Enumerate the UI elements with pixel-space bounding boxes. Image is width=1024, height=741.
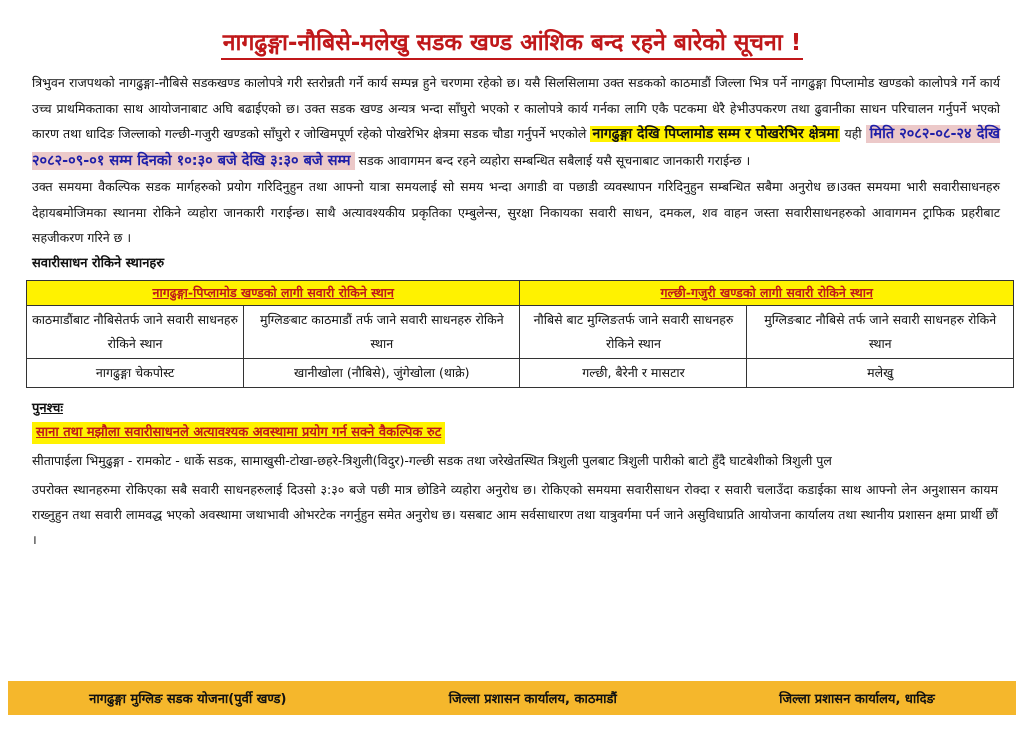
connector-text: यही [844,126,862,141]
footer-bar [8,681,1016,715]
footer-kathmandu-office: जिल्ला प्रशासन कार्यालय, काठमाडौं [448,692,617,707]
alt-route-heading: साना तथा मझौला सवारीसाधनले अत्यावश्यक अवस्थामा प्रयोग गर्न सक्ने वैकल्पिक रुट [32,422,445,444]
stops-heading: सवारीसाधन रोकिने स्थानहरु [32,255,165,271]
notice-title: नागढुङ्गा-नौबिसे-मलेखु सडक खण्ड आंशिक बन्द रहने बारेको सूचना ! [221,28,803,60]
footer-dhading-office: जिल्ला प्रशासन कार्यालय, धादिङ [779,692,935,707]
table-row [27,358,1014,387]
punash-label: पुनश्चः [32,400,64,416]
col-header: नौबिसे बाट मुग्लिङतर्फ जाने सवारी साधनहरु रोकिने स्थान [520,305,747,358]
col-header: मुग्लिङबाट नौबिसे तर्फ जाने सवारी साधनहरु रोकिने स्थान [747,305,1014,358]
route-text: सीतापाईला भिमुढुङ्गा - रामकोट - धार्के सडक, सामाखुसी-टोखा-छहरे-त्रिशुली(विदुर)-गल्छी सडक तथा जरेखेतस्थित त्रिशुली पुलबाट त्रिशुली पारीको बाटो हुँदै घाटबेशीको त्रिशुली पुल [32,452,832,468]
col-header: काठमाडौंबाट नौबिसेतर्फ जाने सवारी साधनहरु रोकिने स्थान [27,305,244,358]
table-cell: गल्छी, बैरेनी र मासटार [520,358,747,387]
table-cell: मलेखु [747,358,1014,387]
col-header: मुग्लिङबाट काठमाडौं तर्फ जाने सवारी साधनहरु रोकिने स्थान [244,305,520,358]
table-group-header-row [27,280,1014,305]
title-wrap [14,0,1010,70]
alternative-paragraph: उक्त समयमा वैकल्पिक सडक मार्गहरुको प्रयोग गरिदिनुहुन तथा आफ्नो यात्रा समयलाई सो समय भन्दा अगाडी वा पछाडी व्यवस्थापन गरिदिनुहुन सम्बन्धित सबैमा अनुरोध छ।उक्त समयमा भारी सवारीसाधनहरु देहायबमोजिमका स्थानमा रोकिने व्यहोरा जानकारी गराईन्छ। साथै अत्यावश्यकीय प्रकृतिका एम्बुलेन्स, सुरक्षा निकायका सवारी साधन, दमकल, शव वाहन जस्ता सवारीसाधनहरुको आवागमन ट्राफिक प्रहरीबाट सहजीकरण गरिने छ । [32,179,1000,245]
intro-tail: सडक आवागमन बन्द रहने व्यहोरा सम्बन्धित सबैलाई यसै सूचनाबाट जानकारी गराईन्छ । [358,152,751,168]
closing-paragraph: उपरोक्त स्थानहरुमा रोकिएका सबै सवारी साधनहरुलाई दिउसो ३:३० बजे पछी मात्र छोडिने व्यहोरा अनुरोध छ। रोकिएको समयमा सवारीसाधन रोक्दा र सवारी चलाउँदा कडाईका साथ आफ्नो लेन अनुशासन कायम राख्नुहुन तथा सवारी लामवद्ध भएको अवस्थामा जथाभावी ओभरटेक नगर्नुहुन समेत अनुरोध छ। यसबाट आम सर्वसाधारण तथा यात्रुवर्गमा पर्न जाने असुविधाप्रति आयोजना कार्यालय तथा स्थानीय प्रशासन क्षमा प्रार्थी छौं । [32,481,998,547]
intro-text: त्रिभुवन राजपथको नागढुङ्गा-नौबिसे सडकखण्ड कालोपत्रे गरी स्तरोन्नती गर्ने कार्य सम्पन्न हुने चरणमा रहेको छ। यसै सिलसिलामा उक्त सडकको काठमाडौं जिल्ला भित्र पर्ने नागढुङ्गा पिप्लामोड खण्डको कालोपत्रे गर्ने कार्य उच्च प्राथमिकताका साथ आयोजनाबाट अघि बढाईएको छ। उक्त सडक खण्ड अन्यत्र भन्दा साँघुरो भएको र कालोपत्रे कार्य गर्नका लागि एकै पटकमा धेरै हेभीउपकरण तथा ढुवानीका साधन परिचालन गर्नुपर्ने भएको कारण तथा धादिङ जिल्लाको गल्छी-गजुरी खण्डको साँघुरो र जोखिमपूर्ण रहेको पोखरेभिर क्षेत्रमा सडक चौडा गर्नुपर्ने भएकोले [32,75,1000,141]
stops-table [26,280,1014,388]
group-header-nagdhunga: नागढुङ्गा-पिप्लामोड खण्डको लागी सवारी रोकिने स्थान [27,280,520,305]
footer-project: नागढुङ्गा मुग्लिङ सडक योजना(पुर्वी खण्ड) [89,692,287,707]
highlight-date: मिति २०८२-०८-२४ देखि २०८२-०९-०१ सम्म दिनको १०:३० बजे देखि ३:३० बजे सम्म [32,126,1001,169]
section-2 [14,400,1010,552]
highlight-place: नागढुङ्गा देखि पिप्लामोड सम्म र पोखरेभिर क्षेत्रमा [592,126,839,142]
table-col-header-row [27,305,1014,358]
table-cell: नागढुङ्गा चेकपोस्ट [27,358,244,387]
table-cell: खानीखोला (नौबिसे), जुंगेखोला (थाक्रे) [244,358,520,387]
group-header-galchhi: गल्छी-गजुरी खण्डको लागी सवारी रोकिने स्थान [520,280,1014,305]
intro-paragraph [32,70,1010,174]
